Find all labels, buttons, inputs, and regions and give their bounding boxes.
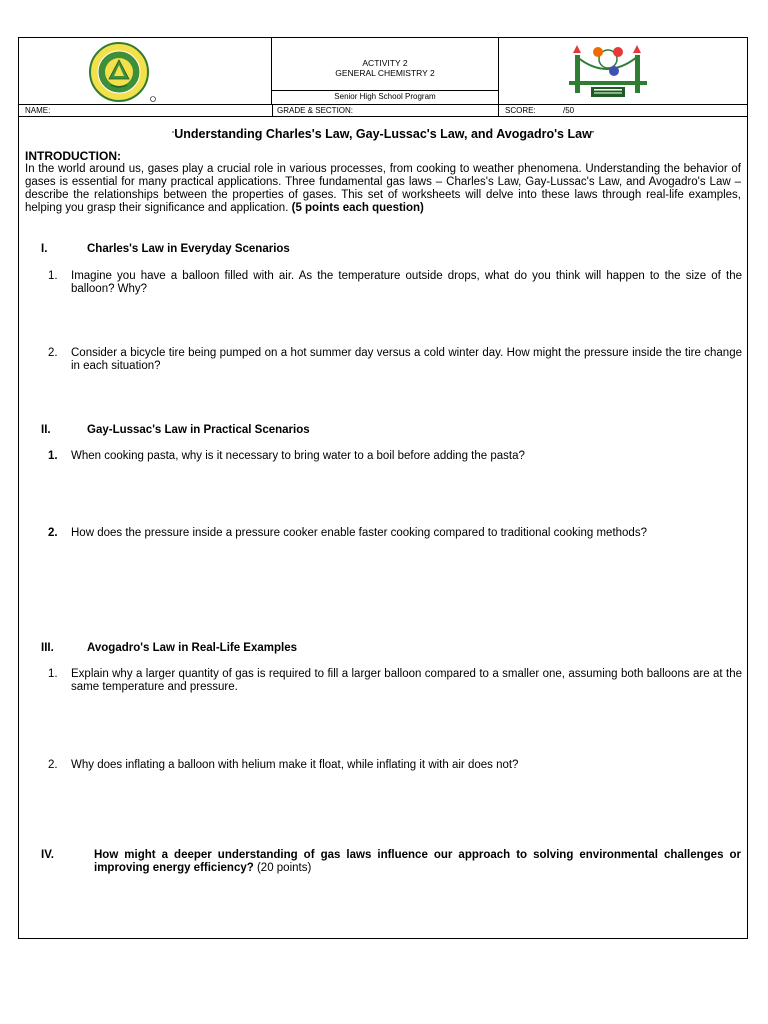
header-title-block <box>272 38 498 91</box>
title-open-quote: “ <box>171 131 175 138</box>
intro-heading: INTRODUCTION: <box>25 149 121 163</box>
info-divider <box>498 105 499 116</box>
question-text: Explain why a larger quantity of gas is required to fill a larger balloon compared to a smaller one, assuming both balloons are at the same temperature and pressure. <box>71 668 742 693</box>
question-1-2 <box>48 347 742 373</box>
header <box>19 38 747 104</box>
section-title: Avogadro's Law in Real-Life Examples <box>87 642 298 654</box>
score-total: /50 <box>563 106 575 115</box>
holy-trinity-college-seal-icon <box>81 41 161 103</box>
header-title-cell <box>272 38 498 104</box>
info-divider <box>272 105 273 116</box>
section-title: Charles's Law in Everyday Scenarios <box>87 243 290 255</box>
name-label: NAME: <box>25 106 51 115</box>
question-3-2 <box>48 759 742 772</box>
worksheet-body <box>25 128 741 215</box>
section-1-heading <box>41 243 290 255</box>
question-number: 1. <box>48 668 58 680</box>
question-text: Consider a bicycle tire being pumped on a hot summer day versus a cold winter day. How might the pressure inside the tire change in each situation? <box>71 347 742 372</box>
section-number: I. <box>41 243 48 255</box>
intro-paragraph <box>25 163 741 215</box>
left-logo-cell <box>19 38 272 104</box>
program-label: Senior High School Program <box>334 92 436 101</box>
worksheet-title <box>25 128 741 141</box>
section-3-heading <box>41 642 297 654</box>
section-number: II. <box>41 424 51 436</box>
subject-label: GENERAL CHEMISTRY 2 <box>335 68 435 78</box>
student-info-row <box>19 104 747 117</box>
intro-body: In the world around us, gases play a crucial role in various processes, from cooking to weather phenomena. Understanding the behavior of gases is essential for many practical applications. Three fundamental gas laws – Charles's Law, Gay-Lussac's Law, and Avogadro's Law – describe the relationships between the properties of gases. This set of worksheets will delve into these laws through real-life examples, helping you grasp their significance and application. <box>25 163 741 214</box>
section-4-heading <box>41 849 741 875</box>
question-1-1 <box>48 270 742 296</box>
section-number: IV. <box>41 849 55 861</box>
question-number: 2. <box>48 347 58 359</box>
section-2-heading <box>41 424 310 436</box>
score-label: SCORE: <box>505 106 536 115</box>
title-close-quote: ” <box>591 131 595 138</box>
section-points: (20 points) <box>256 862 312 874</box>
grade-section-label: GRADE & SECTION: <box>277 106 354 115</box>
title-text: Understanding Charles's Law, Gay-Lussac's Law, and Avogadro's Law <box>174 127 592 141</box>
question-number: 2. <box>48 527 58 539</box>
htc-bridge-logo-icon <box>567 41 649 103</box>
question-number: 2. <box>48 759 58 771</box>
question-number: 1. <box>48 450 58 462</box>
question-number: 1. <box>48 270 58 282</box>
section-title: How might a deeper understanding of gas laws influence our approach to solving environmental challenges or improving energy efficiency? <box>94 849 741 874</box>
question-2-1 <box>48 450 742 463</box>
question-2-2 <box>48 527 742 540</box>
question-text: Why does inflating a balloon with helium make it float, while inflating it with air does not? <box>71 759 519 771</box>
question-3-1 <box>48 668 742 694</box>
question-text: Imagine you have a balloon filled with air. As the temperature outside drops, what do you think will happen to the size of the balloon? Why? <box>71 270 742 295</box>
right-logo-cell <box>498 38 747 104</box>
section-number: III. <box>41 642 54 654</box>
section-title: Gay-Lussac's Law in Practical Scenarios <box>87 424 310 436</box>
activity-label: ACTIVITY 2 <box>362 58 408 68</box>
worksheet <box>18 37 748 939</box>
question-text: When cooking pasta, why is it necessary to bring water to a boil before adding the pasta? <box>71 450 525 462</box>
points-note: (5 points each question) <box>291 202 424 214</box>
question-text: How does the pressure inside a pressure cooker enable faster cooking compared to traditional cooking methods? <box>71 527 647 539</box>
